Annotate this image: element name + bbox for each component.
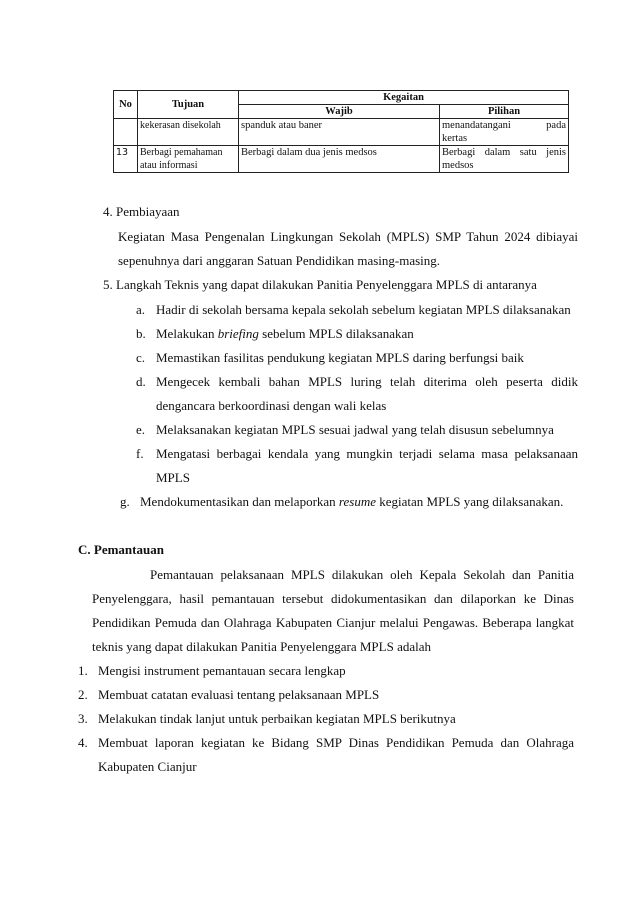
cell-pilihan: [440, 119, 569, 146]
header-wajib: Wajib: [239, 105, 440, 119]
section-5-heading: 5. Langkah Teknis yang dapat dilakukan Panitia Penyelenggara MPLS di antaranya: [103, 277, 537, 292]
list-marker: f.: [136, 446, 144, 461]
list-item: Membuat laporan kegiatan ke Bidang SMP Dinas Pendidikan Pemuda dan Olahraga: [98, 735, 574, 750]
section-c-para-line3: Pendidikan Pemuda dan Olahraga Kabupaten Cianjur melalui Pengawas. Beberapa langkat: [92, 615, 574, 630]
list-item: Mengatasi berbagai kendala yang mungkin terjadi selama masa pelaksanaan: [156, 446, 578, 461]
list-item-emphasis: briefing: [217, 326, 259, 341]
list-item-text: Melakukan: [156, 326, 218, 341]
list-marker: e.: [136, 422, 146, 437]
list-item: Membuat catatan evaluasi tentang pelaksanaan MPLS: [98, 687, 380, 702]
section-c-para-line2: Penyelenggara, hasil pemantauan tersebut didokumentasikan dan dilaporkan ke Dinas: [92, 591, 574, 606]
cell-tujuan-line2: atau informasi: [140, 160, 198, 171]
list-item-continuation: MPLS: [156, 470, 190, 485]
list-item: Mengecek kembali bahan MPLS luring telah diterima oleh peserta didik: [156, 374, 578, 389]
list-item: Melakukan tindak lanjut untuk perbaikan kegiatan MPLS berikutnya: [98, 711, 456, 726]
list-marker: 2.: [78, 687, 88, 702]
list-item: [140, 494, 563, 510]
table-header-row: [114, 91, 569, 105]
list-marker: d.: [136, 374, 146, 389]
section-4-line1: Kegiatan Masa Pengenalan Lingkungan Sekolah (MPLS) SMP Tahun 2024 dibiayai: [118, 229, 578, 244]
cell-pilihan-line1: menandatangani pada: [442, 120, 566, 131]
list-item: [156, 326, 414, 342]
list-item-emphasis: resume: [338, 494, 376, 509]
cell-pilihan-line1: Berbagi dalam satu jenis: [442, 147, 566, 158]
section-4-line2: sepenuhnya dari anggaran Satuan Pendidikan masing-masing.: [118, 253, 441, 268]
list-item: Mengisi instrument pemantauan secara lengkap: [98, 663, 346, 678]
header-kegiatan: Kegaitan: [239, 91, 569, 105]
list-marker: 3.: [78, 711, 88, 726]
cell-pilihan-line2: medsos: [442, 160, 474, 171]
cell-tujuan: kekerasan disekolah: [138, 119, 239, 146]
cell-no: [114, 119, 138, 146]
section-4-heading: 4. Pembiayaan: [103, 204, 180, 219]
list-item-continuation: Kabupaten Cianjur: [98, 759, 197, 774]
cell-no: 13: [114, 146, 138, 173]
list-marker: b.: [136, 326, 146, 341]
cell-wajib: Berbagi dalam dua jenis medsos: [239, 146, 440, 173]
list-marker: a.: [136, 302, 146, 317]
activity-table: [113, 90, 569, 173]
table-row: [114, 119, 569, 146]
list-marker: g.: [120, 494, 130, 509]
list-item-continuation: dengancara berkoordinasi dengan wali kelas: [156, 398, 387, 413]
section-c-para-line1: Pemantauan pelaksanaan MPLS dilakukan oleh Kepala Sekolah dan Panitia: [150, 567, 574, 582]
header-tujuan: Tujuan: [138, 91, 239, 119]
cell-wajib: spanduk atau baner: [239, 119, 440, 146]
header-no: No: [114, 91, 138, 119]
header-pilihan: Pilihan: [440, 105, 569, 119]
list-item: Memastikan fasilitas pendukung kegiatan MPLS daring berfungsi baik: [156, 350, 524, 365]
list-marker: c.: [136, 350, 146, 365]
list-marker: 4.: [78, 735, 88, 750]
list-item-text: sebelum MPLS dilaksanakan: [258, 326, 414, 341]
list-item: Melaksanakan kegiatan MPLS sesuai jadwal yang telah disusun sebelumnya: [156, 422, 554, 437]
list-marker: 1.: [78, 663, 88, 678]
cell-pilihan-line2: kertas: [442, 133, 468, 144]
section-c-para-line4: teknis yang dapat dilakukan Panitia Penyelenggara MPLS adalah: [92, 639, 431, 654]
cell-tujuan: [138, 146, 239, 173]
list-item-text: Mendokumentasikan dan melaporkan: [140, 494, 339, 509]
table-row: [114, 146, 569, 173]
section-c-heading: C. Pemantauan: [78, 542, 164, 557]
cell-pilihan: [440, 146, 569, 173]
list-item-text: kegiatan MPLS yang dilaksanakan.: [376, 494, 564, 509]
list-item: Hadir di sekolah bersama kepala sekolah sebelum kegiatan MPLS dilaksanakan: [156, 302, 571, 317]
cell-tujuan-line1: Berbagi pemahaman: [140, 147, 223, 158]
